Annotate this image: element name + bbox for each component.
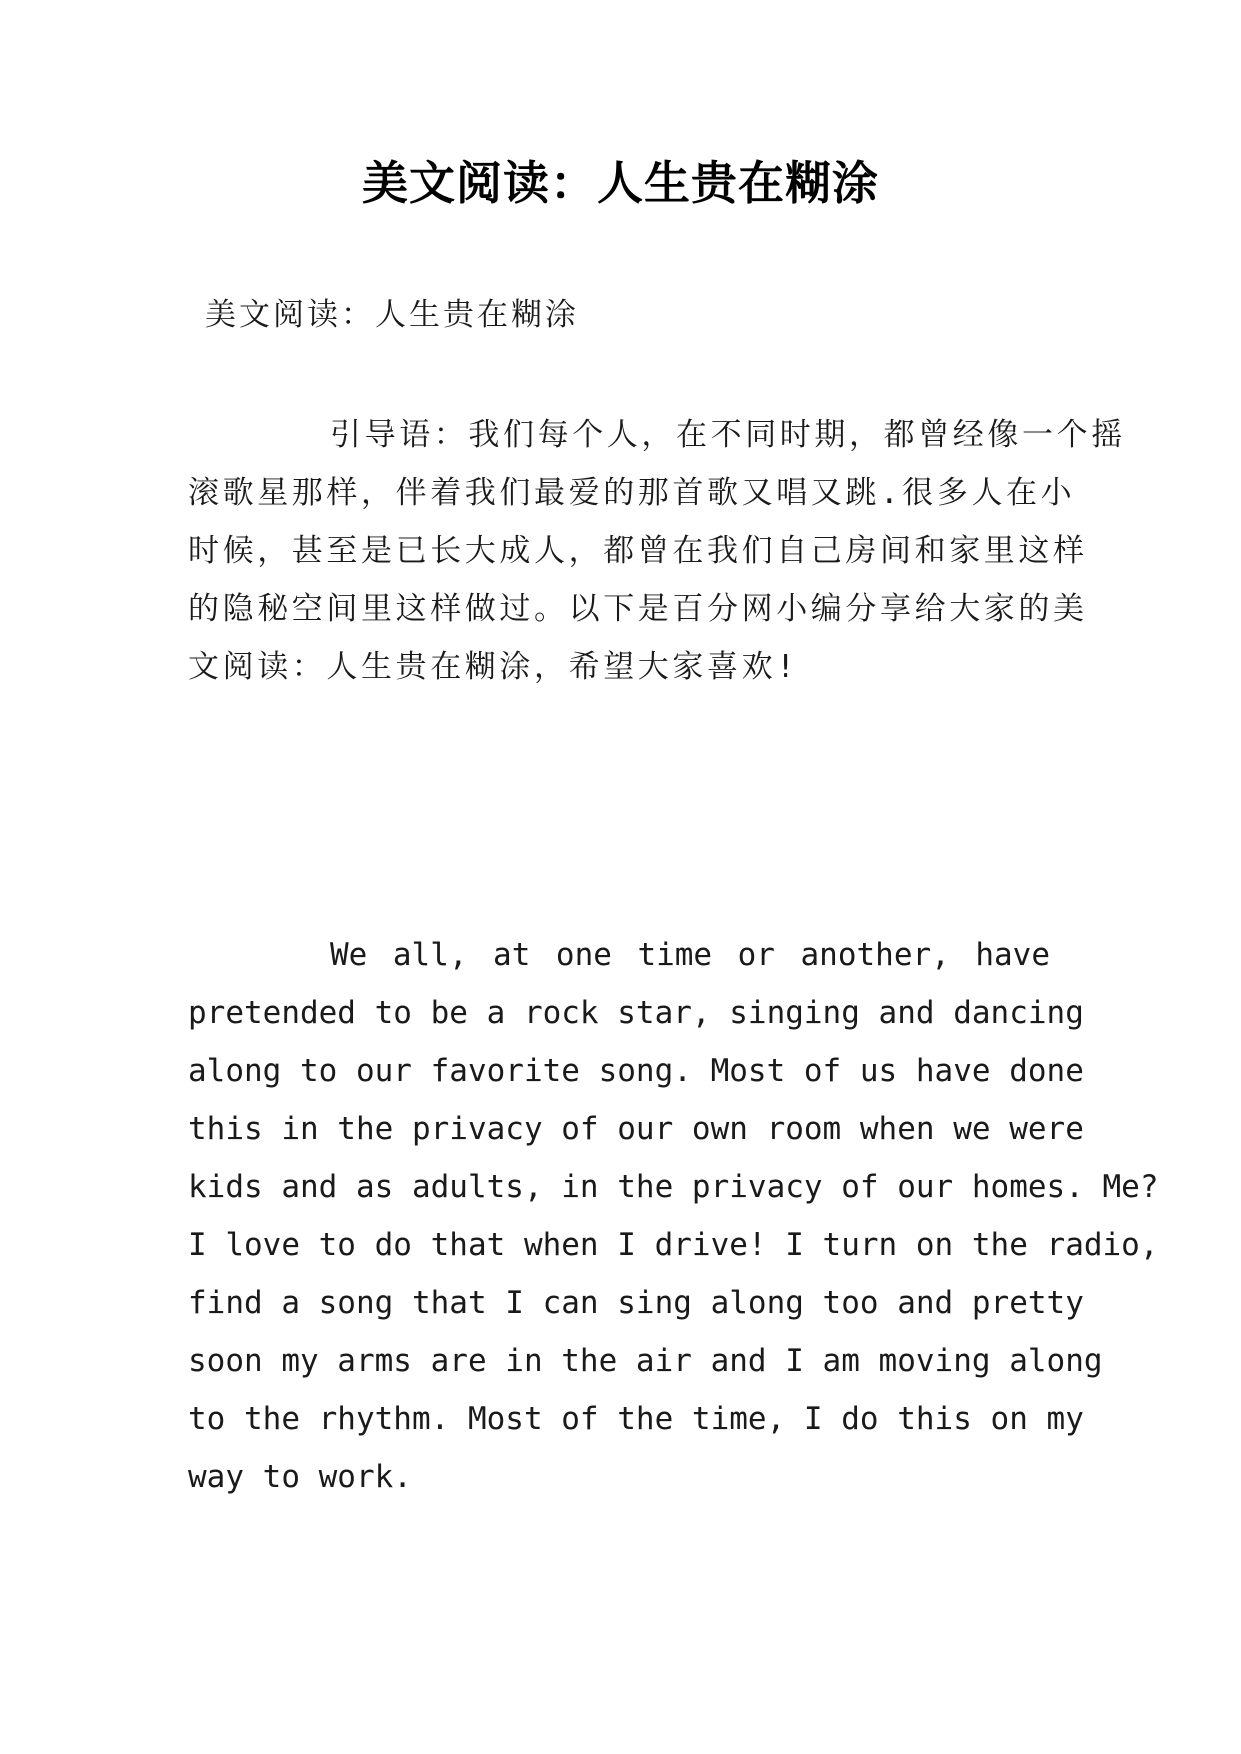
english-line: this in the privacy of our own room when we were [188, 1111, 1084, 1147]
english-line: kids and as adults, in the privacy of our homes. Me? [188, 1169, 1159, 1205]
document-title: 美文阅读：人生贵在糊涂 [362, 156, 879, 210]
english-line: pretended to be a rock star, singing and dancing [188, 995, 1084, 1031]
english-line: We all, at one time or another, have [330, 937, 1050, 973]
english-line: soon my arms are in the air and I am moving along [188, 1343, 1103, 1379]
english-line: I love to do that when I drive! I turn on the radio, [188, 1227, 1159, 1263]
intro-paragraph [188, 406, 1126, 696]
english-line: along to our favorite song. Most of us have done [188, 1053, 1084, 1089]
english-line: to the rhythm. Most of the time, I do this on my [188, 1401, 1084, 1437]
english-paragraph [188, 926, 1159, 1506]
intro-line: 时候，甚至是已长大成人，都曾在我们自己房间和家里这样 [188, 533, 1088, 569]
intro-line: 引导语：我们每个人，在不同时期，都曾经像一个摇 [330, 417, 1126, 453]
intro-line: 文阅读：人生贵在糊涂，希望大家喜欢! [188, 649, 799, 685]
english-line: find a song that I can sing along too and pretty [188, 1285, 1084, 1321]
intro-line: 滚歌星那样，伴着我们最爱的那首歌又唱又跳.很多人在小 [188, 475, 1076, 511]
english-line: way to work. [188, 1459, 412, 1495]
intro-line: 的隐秘空间里这样做过。以下是百分网小编分享给大家的美 [188, 591, 1088, 627]
document-subtitle: 美文阅读：人生贵在糊涂 [205, 297, 579, 333]
